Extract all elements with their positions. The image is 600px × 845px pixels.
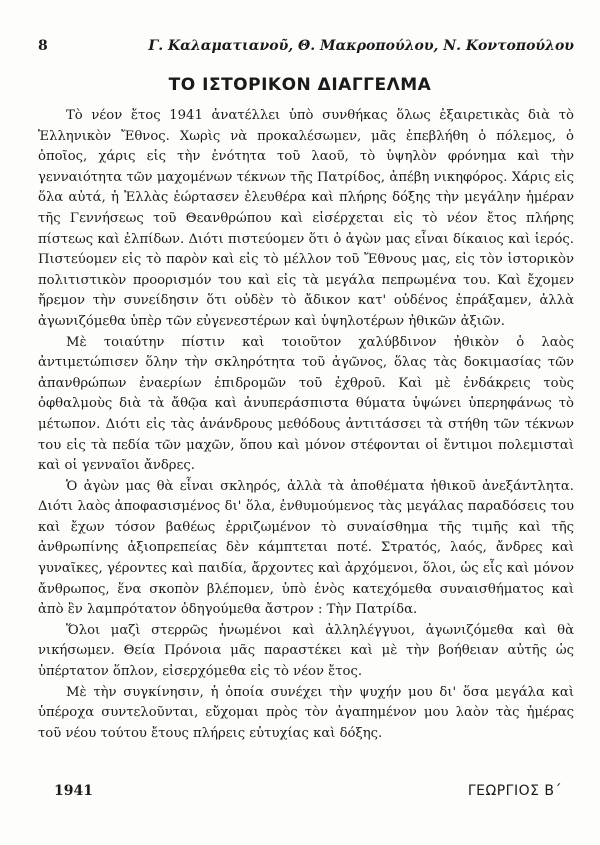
- date-year: 1941: [54, 783, 93, 799]
- paragraph: Μὲ τοιαύτην πίστιν καὶ τοιοῦτον χαλύβδινον ἠθικὸν ὁ λαὸς ἀντιμετώπισεν ὅλην τὴν σκληρότητα τοῦ ἀγῶνος, ὅλας τὰς δοκιμασίας τῶν ἀπανθρώπων ἐναερίων ἐπιδρομῶν τοῦ ἐχθροῦ. Καὶ μὲ ἐνδάκρεις τοὺς ὀφθαλμοὺς διὰ τὰ ἄθῷα καὶ ἀνυπεράσπιστα θύματα ὑψώνει ὑπερηφάνως τὸ μέτωπον. Διότι εἰς τὰς ἀνάνδρους μεθόδους ἀντιτάσσει τὰ στήθη τῶν τέκνων του εἰς τὰ πεδία τῶν μαχῶν, ὅπου καὶ μόνον στέφονται οἱ ἔντιμοι πολεμισταὶ καὶ οἱ γενναῖοι ἄνδρες.: [38, 334, 574, 474]
- signature-line: [54, 783, 562, 799]
- page-number: 8: [38, 38, 48, 54]
- signature: ΓΕΩΡΓΙΟΣ Β΄: [467, 783, 562, 799]
- paragraph: Ὅλοι μαζὶ στερρῶς ἡνωμένοι καὶ ἀλληλέγγυοι, ἀγωνιζόμεθα καὶ θὰ νικήσωμεν. Θεία Πρόνοια μᾶς παραστέκει καὶ μὲ τὴν βοήθειαν αὐτῆς ὡς ὑπέρτατον ὅπλον, εἰσερχόμεθα εἰς τὸ νέον ἔτος.: [38, 622, 574, 680]
- header-authors: Γ. Καλαματιανοῦ, Θ. Μακροπούλου, Ν. Κοντοπούλου: [148, 38, 574, 54]
- paragraph: Ὁ ἀγὼν μας θὰ εἶναι σκληρός, ἀλλὰ τὰ ἀποθέματα ἠθικοῦ ἀνεξάντλητα. Διότι λαὸς ἀποφασισμένος δι' ὅλα, ἐνθυμούμενος τὰς μεγάλας παραδόσεις του καὶ ἔχων τόσον βαθέως ἐρριζωμένον τὸ συναίσθημα τῆς τιμῆς καὶ τῆς ἀνθρωπίνης ἀξιοπρεπείας δὲν κάμπτεται ποτέ. Στρατός, λαός, ἄνδρες καὶ γυναῖκες, γέροντες καὶ παιδία, ἄρχοντες καὶ ἀρχόμενοι, ὅλοι, ὡς εἷς καὶ μόνον ἄνθρωπος, ἕνα σκοπὸν βλέπομεν, ὑπὸ ἑνὸς κατεχόμεθα συναισθήματος καὶ ἀπὸ ἓν λαμπρότατον ὁδηγούμεθα ἄστρον : Τὴν Πατρίδα.: [38, 478, 574, 618]
- running-header: [38, 38, 574, 58]
- page-title: ΤΟ ΙΣΤΟΡΙΚΟΝ ΔΙΑΓΓΕΛΜΑ: [168, 75, 432, 95]
- paragraph: Μὲ τὴν συγκίνησιν, ἡ ὁποία συνέχει τὴν ψυχήν μου δι' ὅσα μεγάλα καὶ ὑπέροχα συντελοῦνται, εὔχομαι πρὸς τὸν ἀγαπημένον μου λαὸν τὰς ἡμέρας τοῦ νέου τούτου ἔτους πλήρεις εὐτυχίας καὶ δόξης.: [38, 684, 574, 741]
- article-body: [38, 106, 574, 744]
- paragraph: Τὸ νέον ἔτος 1941 ἀνατέλλει ὑπὸ συνθήκας ὅλως ἐξαιρετικὰς διὰ τὸ Ἑλληνικὸν Ἔθνος. Χωρὶς νὰ προκαλέσωμεν, μᾶς ἐπεβλήθη ὁ πόλεμος, ὁ ὁποῖος, χάρις εἰς τὴν ἑνότητα τοῦ λαοῦ, τὸ ὑψηλὸν φρόνημα καὶ τὴν γενναιότητα τῶν μαχομένων τέκνων τῆς Πατρίδος, ἀπέβη νικηφόρος. Χάρις εἰς ὅλα αὐτά, ἡ Ἑλλὰς ἑώρτασεν ἐλευθέρα καὶ πλήρης δόξης τὴν μεγάλην ἡμέραν τῆς Γεννήσεως τοῦ Θεανθρώπου καὶ εἰσέρχεται εἰς τὸ νέον ἔτος πλήρης πίστεως καὶ ἐλπίδων. Διότι πιστεύομεν ὅτι ὁ ἀγὼν μας εἶναι δίκαιος καὶ ἱερός. Πιστεύομεν εἰς τὸ παρὸν καὶ εἰς τὸ μέλλον τοῦ Ἔθνους μας, εἰς τὸν ἱστορικὸν πολιτιστικὸν προορισμόν του καὶ εἰς τὰ μεγάλα πεπρωμένα του. Καὶ ἔχομεν ἤρεμον τὴν συνείδησιν ὅτι οὐδὲν τὸ ἄδικον κατ' οὐδένος ἐπράξαμεν, ἀλλὰ ἀγωνιζόμεθα ὑπὲρ τῶν εὐγενεστέρων καὶ ὑψηλοτέρων ἠθικῶν ἀξιῶν.: [38, 108, 574, 329]
